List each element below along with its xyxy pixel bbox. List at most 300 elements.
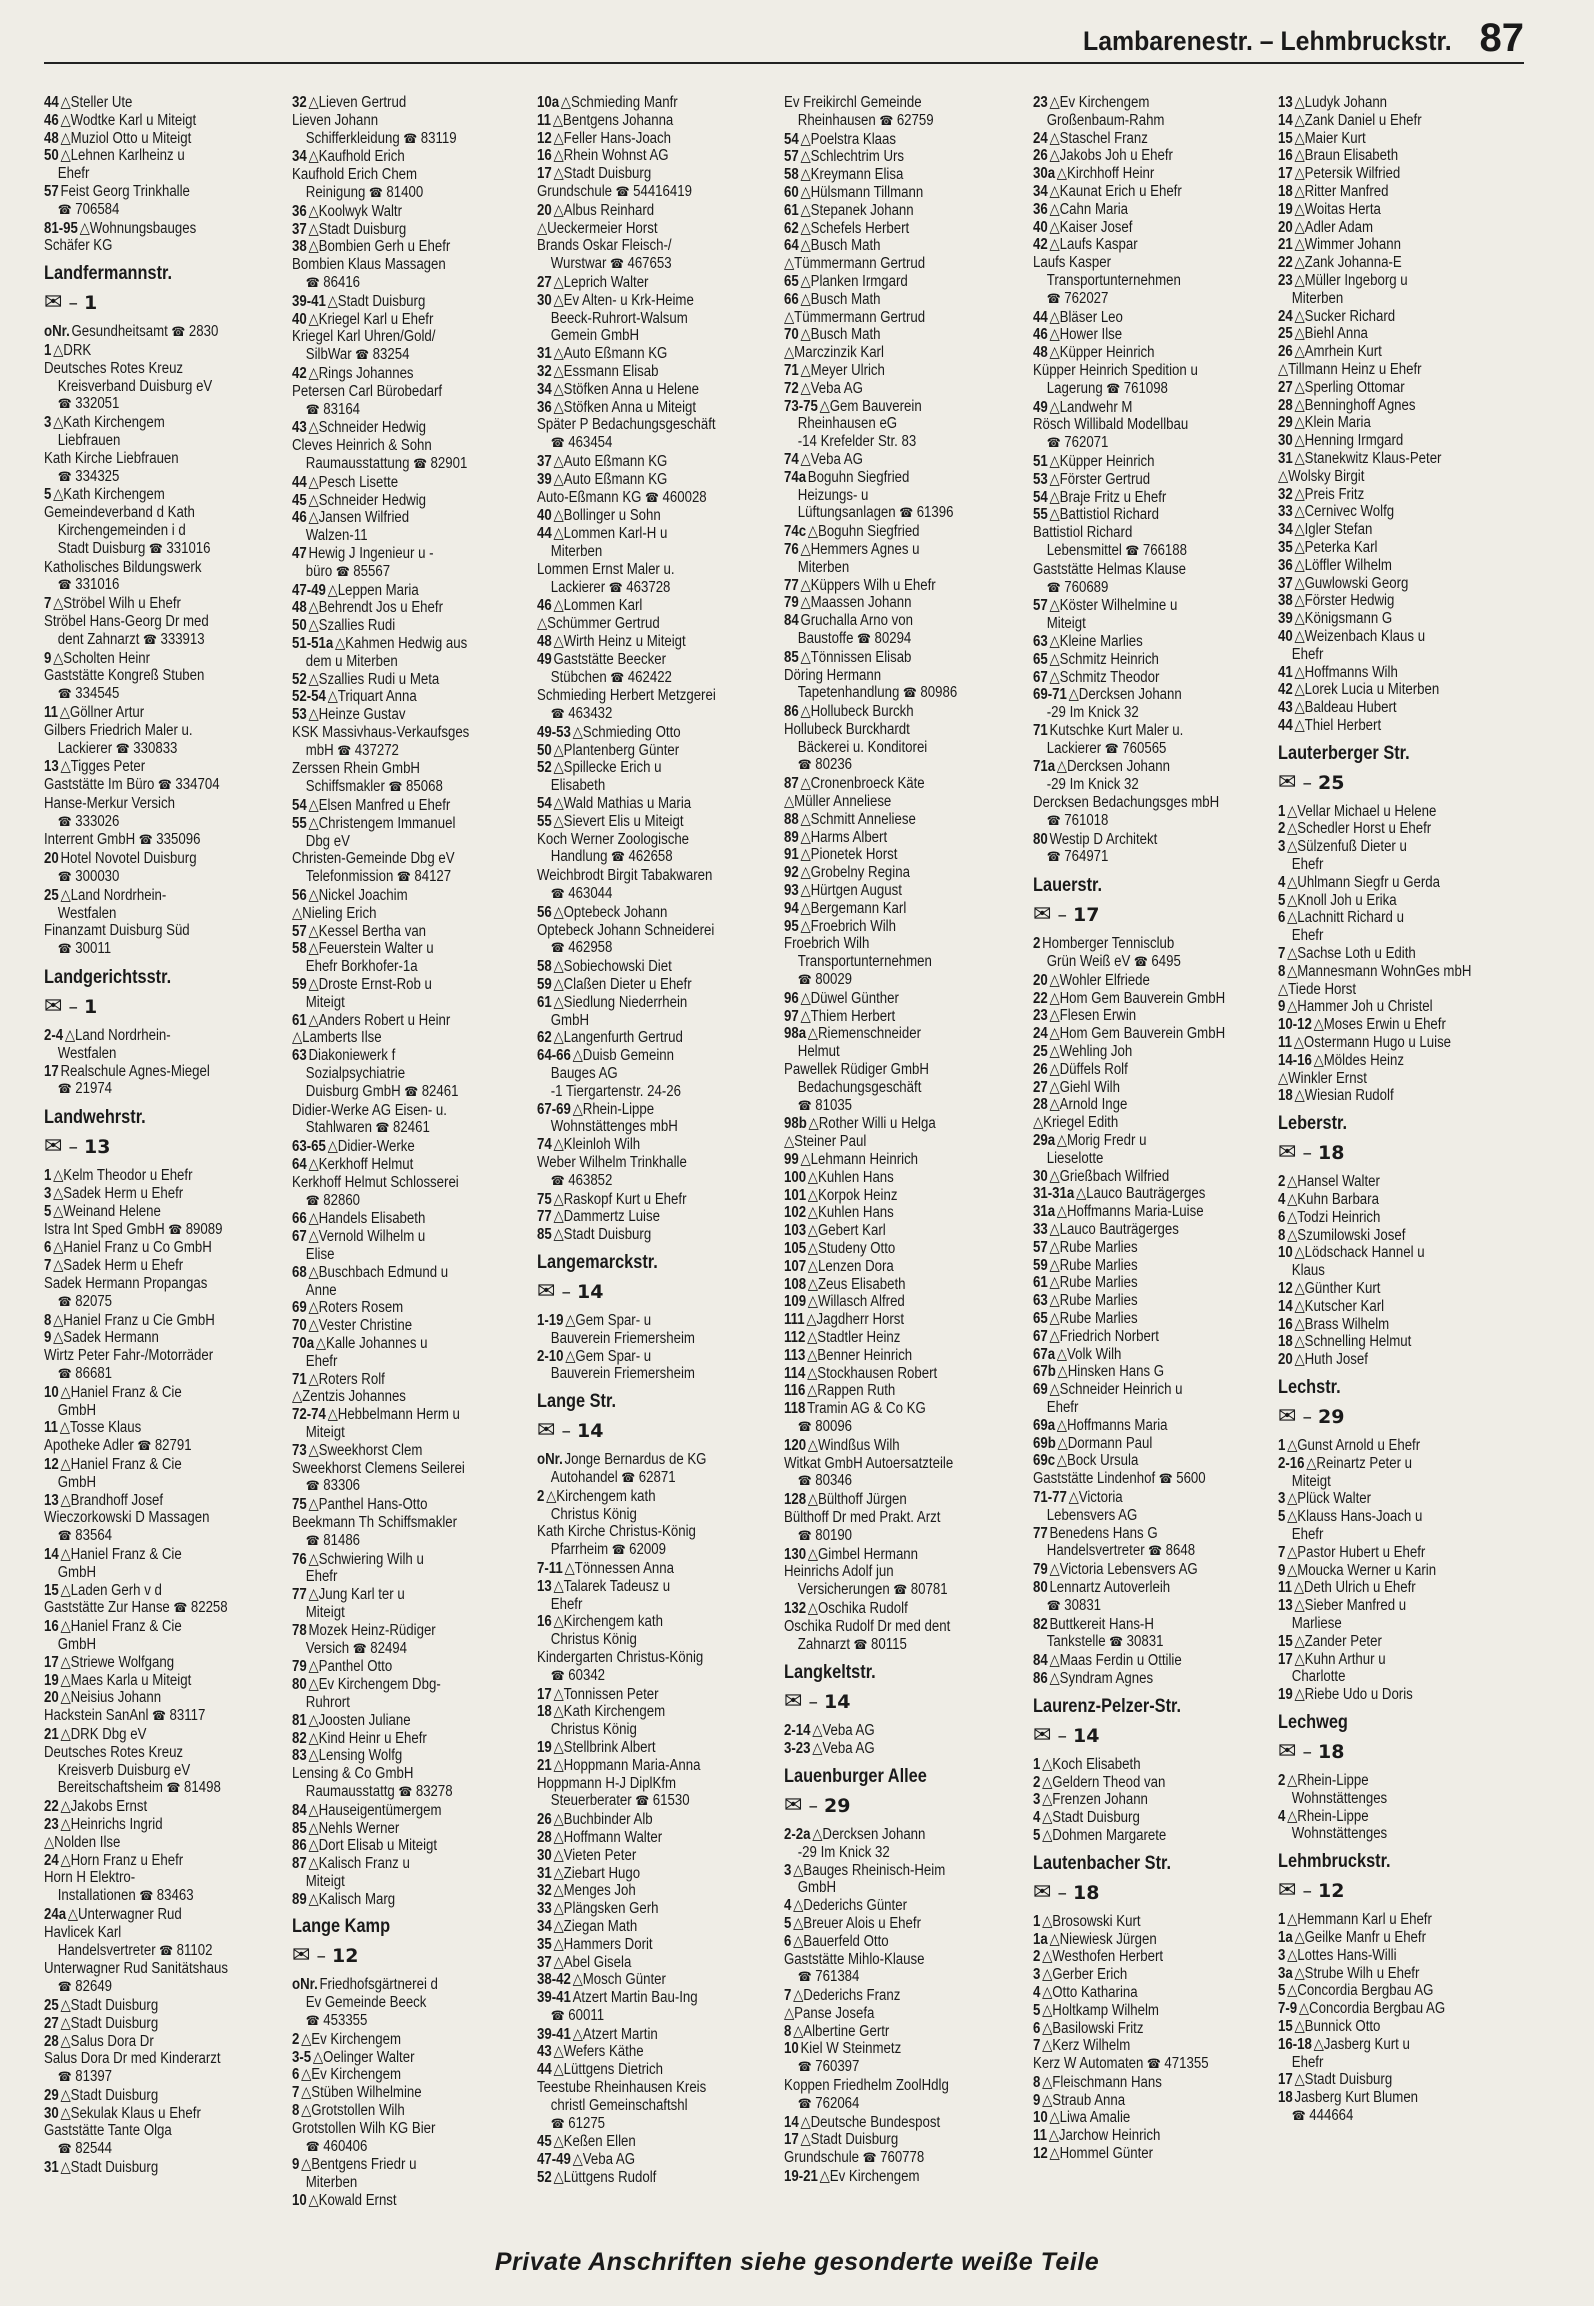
directory-entry (1033, 524, 1267, 542)
entry-continuation (292, 1192, 528, 1211)
house-number: 51-51a (292, 634, 334, 652)
entry-name: Kerkhoff Helmut Schlosserei (292, 1173, 459, 1191)
column-5 (1033, 94, 1269, 2234)
directory-entry (784, 1293, 1018, 1311)
directory-entry (44, 1063, 278, 1081)
directory-entry (784, 1600, 1018, 1618)
entry-name: △Möldes Heinz (1313, 1051, 1404, 1069)
directory-entry (44, 1509, 278, 1527)
directory-entry (1278, 1929, 1512, 1947)
phone-number: 83119 (420, 129, 457, 147)
directory-entry (292, 1676, 526, 1694)
directory-entry (1278, 397, 1512, 415)
entry-name: △Dormann Paul (1057, 1434, 1153, 1452)
house-number: 69 (292, 1299, 307, 1317)
entry-name: △Planken Irmgard (800, 272, 908, 290)
directory-entry (292, 1891, 526, 1909)
house-number: 81 (292, 1711, 307, 1729)
phone-icon: ☎ (351, 348, 373, 364)
entry-name: △Stadt Duisburg (1294, 2071, 1393, 2089)
house-number: 85 (784, 648, 799, 666)
entry-name: Miterben (550, 542, 603, 560)
house-number: 113 (784, 1346, 806, 1364)
entry-name: △Wirth Heinz u Miteigt (553, 632, 686, 650)
house-number: 16 (44, 1618, 59, 1636)
house-number: 7 (1278, 1543, 1286, 1561)
entry-continuation (537, 885, 773, 904)
house-number: 46 (537, 597, 552, 615)
entry-name: △Bergemann Karl (800, 899, 907, 917)
house-number: 17 (44, 1653, 59, 1671)
directory-entry (292, 166, 526, 184)
house-number: 34 (1033, 182, 1048, 200)
entry-name: △Lauco Bauträgerges (1075, 1185, 1206, 1203)
house-number: 86 (292, 1837, 307, 1855)
entry-name: △Wimmer Johann (1294, 236, 1401, 254)
directory-entry (1278, 1209, 1512, 1227)
directory-entry (1033, 130, 1267, 148)
phone-number: 5600 (1176, 1470, 1206, 1488)
entry-name: Interrent GmbH (44, 831, 136, 849)
directory-entry (784, 1329, 1018, 1347)
directory-entry (44, 1312, 278, 1330)
entry-name: △Kath Kirchengem (53, 486, 165, 504)
entry-name: △Christengem Immanuel (308, 814, 456, 832)
phone-number: 62871 (638, 1468, 676, 1486)
directory-entry (1033, 416, 1267, 434)
entry-name: △Benner Heinrich (807, 1346, 913, 1364)
house-number: 81-95 (44, 219, 78, 237)
entry-name: Kerz W Automaten (1033, 2055, 1144, 2073)
entry-name: Atzert Martin Bau-Ing (572, 1989, 698, 2007)
directory-entry (537, 1882, 771, 1900)
entry-name: △Gem Spar- u (565, 1347, 652, 1365)
entry-continuation (44, 1978, 280, 1997)
directory-entry (537, 2026, 771, 2044)
postal-district-number: 18 (1318, 1740, 1345, 1763)
directory-entry (44, 1618, 278, 1636)
directory-entry (44, 1456, 278, 1474)
directory-entry (537, 1989, 771, 2007)
entry-name: △Petersik Wilfried (1294, 165, 1401, 183)
directory-entry (1278, 945, 1512, 963)
directory-entry (292, 112, 526, 130)
entry-name: △Hansel Walter (1287, 1173, 1380, 1191)
entry-name: △Moses Erwin u Ehefr (1313, 1016, 1446, 1034)
entry-name: △Ziegan Math (553, 1917, 638, 1935)
directory-entry (784, 721, 1018, 739)
directory-entry (537, 2079, 771, 2097)
house-number: 57 (1033, 597, 1048, 615)
house-number: 98a (784, 1025, 807, 1043)
entry-name: △Bentgens Johanna (552, 111, 674, 129)
entry-name: △Igler Stefan (1294, 521, 1373, 539)
entry-name: △Roters Rosem (308, 1299, 404, 1317)
entry-continuation (784, 1844, 1020, 1862)
directory-entry (1033, 506, 1267, 524)
house-number: 14 (784, 2113, 799, 2131)
entry-continuation (1033, 290, 1269, 309)
phone-icon: ☎ (332, 564, 354, 580)
entry-name: Ehefr (1291, 2053, 1324, 2071)
entry-name: △Reinartz Peter u (1306, 1454, 1413, 1472)
phone-number: 81102 (176, 1941, 213, 1959)
entry-continuation (537, 669, 773, 688)
directory-entry (44, 667, 278, 685)
directory-entry (537, 1029, 771, 1047)
entry-name: △Lenzen Dora (807, 1257, 894, 1275)
house-number: 7-9 (1278, 2000, 1298, 2018)
directory-entry (537, 94, 771, 112)
entry-name: △Kath Kirchengem (53, 414, 165, 432)
directory-entry (44, 1707, 278, 1726)
house-number: 17 (537, 1685, 552, 1703)
directory-entry (1033, 2092, 1267, 2110)
house-number: 31-31a (1033, 1185, 1075, 1203)
phone-number: 83254 (372, 346, 410, 364)
entry-name: △Lüttgens Rudolf (553, 2169, 657, 2187)
house-number: 112 (784, 1328, 806, 1346)
directory-entry (1278, 2089, 1512, 2107)
entry-name: Miteigt (305, 1423, 345, 1441)
entry-name: △Tönnessen Anna (564, 1559, 675, 1577)
phone-number: 81035 (815, 1096, 853, 1114)
entry-name: △Stadt Duisburg (800, 2131, 899, 2149)
entry-continuation (292, 2174, 528, 2192)
directory-entry (44, 887, 278, 905)
phone-number: 766188 (1142, 541, 1188, 559)
directory-entry (292, 437, 526, 455)
directory-entry (1033, 758, 1267, 776)
entry-continuation (784, 433, 1020, 451)
directory-entry (44, 360, 278, 378)
directory-entry (44, 1689, 278, 1707)
entry-continuation (537, 1541, 773, 1560)
directory-entry (537, 147, 771, 165)
entry-name: △Studeny Otto (807, 1240, 896, 1257)
entry-name: Hewig J Ingenieur u - (308, 544, 434, 562)
entry-continuation (1278, 856, 1514, 874)
directory-entry (292, 635, 526, 653)
phone-icon: ☎ (899, 686, 921, 702)
house-number: 88 (784, 810, 799, 828)
entry-name: Ehefr (550, 1595, 583, 1613)
house-number: 26 (1033, 1060, 1048, 1078)
directory-entry (537, 831, 771, 849)
directory-entry (784, 273, 1018, 291)
entry-continuation (1278, 2054, 1514, 2072)
directory-entry (1278, 112, 1512, 130)
directory-entry (1033, 2055, 1267, 2074)
entry-name: △Nolden Ilse (44, 1833, 121, 1851)
envelope-icon: ✉ (1278, 1140, 1297, 1166)
phone-icon: ☎ (797, 1098, 816, 1114)
phone-icon: ☎ (875, 113, 897, 129)
house-number: 48 (44, 129, 59, 147)
house-number: 10-12 (1278, 1016, 1312, 1034)
entry-name: △Schmitt Anneliese (800, 810, 916, 828)
entry-name: Unterwagner Rud Sanitätshaus (44, 1960, 228, 1978)
directory-entry (784, 2114, 1018, 2132)
directory-entry (1278, 1651, 1512, 1669)
entry-name: △Willasch Alfred (807, 1293, 905, 1311)
entry-name: △Hoffmanns Maria (1056, 1416, 1168, 1434)
phone-number: 81486 (323, 1531, 361, 1549)
entry-continuation (784, 739, 1020, 757)
house-number: 23 (1033, 94, 1048, 111)
entry-name: Gaststätte Zur Hanse (44, 1599, 170, 1617)
entry-continuation (292, 184, 528, 203)
entry-name: △Ströbel Wilh u Ehefr (53, 595, 181, 613)
house-number: 48 (1033, 344, 1048, 362)
entry-name: △Droste Ernst-Rob u (308, 976, 432, 994)
entry-name: Kaufhold Erich Chem (292, 166, 418, 184)
entry-continuation (44, 1887, 280, 1906)
phone-icon: ☎ (57, 1082, 76, 1098)
directory-entry (1278, 892, 1512, 910)
entry-name: Weichbrodt Birgit Tabakwaren (537, 867, 713, 885)
directory-entry (1033, 831, 1267, 849)
entry-name: △Kreymann Elisa (800, 166, 904, 184)
entry-name: Miterben (305, 2174, 358, 2192)
phone-number: 30011 (75, 940, 112, 958)
house-number: 56 (292, 887, 307, 905)
entry-name: △Maes Karla u Miteigt (60, 1671, 192, 1689)
phone-icon: ☎ (57, 687, 76, 703)
entry-continuation (784, 1527, 1020, 1546)
directory-entry (1278, 1070, 1512, 1088)
entry-name: △Klauss Hans-Joach u (1287, 1508, 1423, 1526)
house-number: 77 (1033, 1524, 1048, 1542)
entry-name: Koppen Friedhelm ZoolHdlg (784, 2077, 949, 2095)
entry-name: Finanzamt Duisburg Süd (44, 922, 190, 940)
directory-entry (292, 221, 526, 239)
house-number: 75 (292, 1496, 307, 1514)
house-number: 132 (784, 1599, 807, 1617)
entry-name: △Schedler Horst u Ehefr (1287, 820, 1432, 838)
entry-name: Schifferkleidung (305, 129, 400, 147)
entry-name: Miterben (797, 558, 850, 576)
house-number: 10 (44, 1383, 59, 1401)
entry-name: Raumausstattg (305, 1782, 395, 1800)
phone-number: 762064 (815, 2094, 860, 2112)
entry-name: Tapetenhandlung (797, 684, 900, 702)
directory-entry (1033, 1561, 1267, 1579)
house-number: 13 (1278, 1597, 1293, 1615)
entry-name: △Tosse Klaus (59, 1419, 142, 1437)
house-number: 13 (44, 1491, 59, 1509)
phone-icon: ☎ (550, 941, 569, 957)
directory-entry (44, 1744, 278, 1762)
entry-name: Lennartz Autoverleih (1049, 1578, 1171, 1596)
entry-name: △Wefers Käthe (553, 2043, 644, 2061)
entry-continuation (292, 1604, 528, 1622)
entry-name: Pfarrheim (550, 1541, 609, 1559)
entry-continuation (784, 1079, 1020, 1097)
directory-entry (292, 203, 526, 221)
phone-icon: ☎ (631, 1794, 653, 1810)
directory-entry (537, 2043, 771, 2061)
entry-name: △Kalisch Marg (308, 1890, 396, 1908)
entry-name: △Schnelling Helmut (1294, 1333, 1412, 1351)
street-heading: Lange Str. (537, 1391, 616, 1413)
entry-name: △Sucker Richard (1294, 307, 1396, 325)
entry-name: △Leppen Maria (327, 581, 419, 599)
entry-name: △Dohmen Margarete (1042, 1826, 1167, 1844)
entry-continuation (537, 1012, 773, 1030)
directory-entry (1033, 1579, 1267, 1597)
directory-entry (1033, 254, 1267, 272)
entry-name: △Windßus Wilh (807, 1436, 900, 1454)
phone-icon: ☎ (1046, 1598, 1065, 1614)
house-number: 36 (292, 202, 307, 220)
phone-icon: ☎ (1155, 1472, 1177, 1488)
entry-continuation (537, 2007, 773, 2026)
entry-name: Ehefr (1291, 645, 1324, 663)
entry-name: Tankstelle (1046, 1633, 1106, 1651)
house-number: 4 (1278, 1191, 1286, 1209)
directory-entry (1278, 201, 1512, 219)
entry-name: Lensing & Co GmbH (292, 1765, 414, 1783)
phone-icon: ☎ (797, 1528, 816, 1544)
entry-name: △Abel Gisela (553, 1953, 632, 1971)
entry-name: Lieven Johann (292, 111, 379, 129)
directory-entry (292, 905, 526, 923)
entry-continuation (537, 1469, 773, 1488)
phone-number: 761098 (1123, 379, 1168, 397)
directory-entry (44, 613, 278, 631)
entry-name: △Hammer Joh u Christel (1287, 998, 1433, 1016)
directory-entry (44, 831, 278, 850)
directory-entry (784, 1563, 1018, 1581)
house-number: 23 (44, 1815, 59, 1833)
directory-entry (292, 2192, 526, 2210)
entry-name: Hotel Novotel Duisburg (60, 850, 197, 868)
directory-entry (1033, 1203, 1267, 1221)
directory-entry (1033, 362, 1267, 380)
phone-icon: ☎ (57, 1294, 76, 1310)
entry-name: △Froebrich Wilh (800, 917, 896, 935)
house-number: 36 (537, 398, 552, 416)
directory-entry (1033, 94, 1267, 112)
house-number: 28 (1033, 1096, 1048, 1114)
phone-number: 82461 (421, 1082, 459, 1100)
entry-name: △Gem Bauverein (819, 397, 922, 415)
entry-name: △Straub Anna (1042, 2091, 1126, 2109)
directory-entry (1278, 1808, 1512, 1826)
entry-name: △Tigges Peter (60, 758, 146, 776)
envelope-icon: ✉ (1278, 1404, 1297, 1429)
directory-entry (44, 323, 278, 342)
house-number: 59 (1033, 1256, 1048, 1274)
house-number: 84 (292, 1801, 307, 1819)
house-number: 105 (784, 1240, 807, 1257)
postal-district (44, 291, 280, 315)
entry-continuation (1278, 1262, 1514, 1280)
entry-name: △Kuhlen Hans (807, 1204, 894, 1222)
phone-number: 83463 (156, 1887, 194, 1905)
directory-entry (44, 1347, 278, 1365)
directory-entry (1033, 1470, 1267, 1489)
entry-name: △Maassen Johann (800, 594, 912, 612)
entry-name: △Sülzenfuß Dieter u (1287, 838, 1407, 856)
directory-entry (1033, 1132, 1267, 1150)
entry-continuation (1033, 1150, 1269, 1168)
dash: – (1296, 1880, 1319, 1903)
house-number: 28 (44, 2032, 59, 2050)
directory-entry (44, 1960, 278, 1978)
directory-entry (292, 1496, 526, 1514)
directory-entry (44, 758, 278, 776)
entry-name: Stahlwaren (305, 1119, 372, 1137)
entry-name: Schmieding Herbert Metzgerei (537, 687, 716, 705)
entry-name: △Maier Kurt (1294, 129, 1366, 147)
house-number: 39 (1278, 610, 1293, 628)
entry-name: △Schefels Herbert (800, 219, 910, 237)
entry-name: △Wiesian Rudolf (1294, 1087, 1394, 1105)
entry-name: △Lommen Karl-H u (553, 525, 668, 543)
envelope-icon: ✉ (44, 1134, 63, 1160)
directory-entry (44, 1492, 278, 1510)
entry-name: Gaststätte Kongreß Stuben (44, 667, 205, 685)
house-number: 7 (1278, 945, 1286, 963)
entry-name: Deutsches Rotes Kreuz (44, 359, 184, 377)
entry-name: △Hemmann Karl u Ehefr (1287, 1911, 1432, 1929)
directory-entry (1033, 1913, 1267, 1931)
entry-name: △Thiem Herbert (800, 1007, 896, 1025)
directory-entry (44, 795, 278, 813)
entry-name: Klaus (1291, 1262, 1325, 1280)
entry-name: △Müller Ingeborg u (1294, 271, 1408, 289)
phone-icon: ☎ (145, 541, 167, 557)
entry-name: Froebrich Wilh (784, 935, 870, 953)
directory-entry (292, 2102, 526, 2120)
house-number: 4 (1278, 1807, 1286, 1825)
entry-name: △Haniel Franz & Cie (60, 1456, 182, 1473)
directory-entry (44, 1275, 278, 1293)
entry-name: Auto-Eßmann KG (537, 488, 642, 506)
directory-entry (292, 238, 526, 256)
house-number: 66 (784, 290, 799, 308)
house-number: 33 (1278, 503, 1293, 521)
postal-district (537, 1280, 773, 1304)
entry-name: △Ostermann Hugo u Luise (1293, 1034, 1452, 1052)
directory-entry (44, 1599, 278, 1618)
entry-name: Transportunternehmen (797, 953, 932, 971)
entry-continuation (1278, 1790, 1514, 1808)
street-heading: Lange Kamp (292, 1916, 391, 1938)
entry-name: Bäckerei u. Konditorei (797, 738, 928, 756)
directory-entry (537, 1312, 771, 1330)
street-heading: Landfermannstr. (44, 263, 173, 285)
house-number: 40 (537, 507, 552, 525)
house-number: 26 (1033, 147, 1048, 165)
entry-name: Hollubeck Burckhardt (784, 720, 910, 738)
house-number: 9 (1278, 1561, 1286, 1579)
entry-name: △Kuhlen Hans (807, 1168, 894, 1186)
house-number: 13 (44, 758, 59, 776)
entry-continuation (292, 401, 528, 420)
directory-entry (537, 1649, 771, 1667)
directory-entry (784, 1258, 1018, 1276)
house-number: 8 (44, 1311, 52, 1329)
phone-icon: ☎ (305, 1193, 324, 1209)
house-number: 67 (292, 1228, 307, 1246)
phone-number: 462422 (627, 668, 672, 686)
entry-name: Horn H Elektro- (44, 1869, 136, 1887)
entry-name: Reinigung (305, 183, 366, 201)
house-number: 59 (537, 976, 552, 994)
